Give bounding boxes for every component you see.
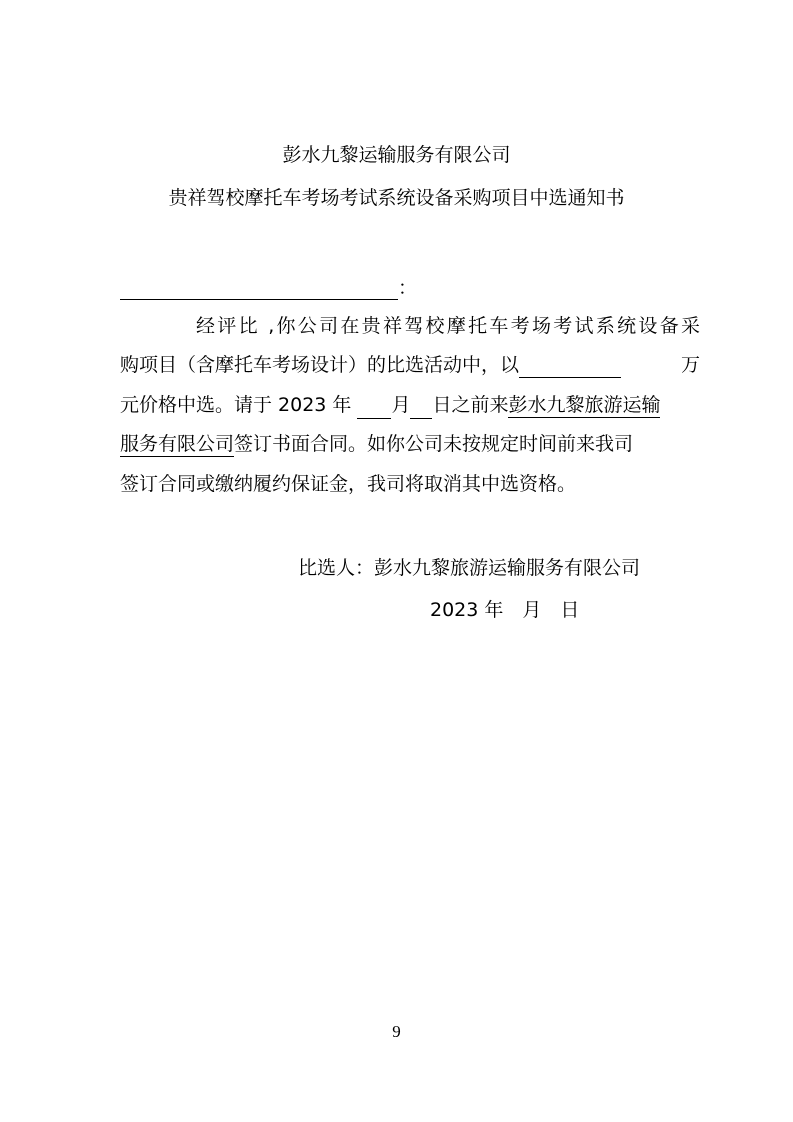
body-line-4-text: 签订书面合同。如你公司未按规定时间前来我司 (234, 433, 634, 455)
body-line-1: 经评比 ,你公司在贵祥驾校摩托车考场考试系统设备采 (196, 315, 700, 337)
company-name-part1: 彭水九黎旅游运输 (508, 394, 661, 416)
company-title: 彭水九黎运输服务有限公司 (282, 144, 511, 166)
unit-wan: 万 (680, 354, 700, 376)
addressee-blank (120, 277, 398, 300)
month-text: 月 (391, 394, 411, 416)
body-line-4 (120, 431, 700, 457)
addressee-colon: ： (398, 277, 418, 299)
page-number: 9 (392, 1022, 401, 1041)
signer-line: 比选人：彭水九黎旅游运输服务有限公司 (298, 557, 641, 579)
price-blank (519, 357, 621, 378)
body-line-5: 签订合同或缴纳履约保证金，我司将取消其中选资格。 (120, 473, 577, 495)
body-line-3 (120, 392, 700, 419)
signature-date: 2023 年 月 日 (430, 599, 580, 621)
day-blank (410, 398, 432, 419)
month-blank (357, 398, 391, 419)
year-text: 元价格中选。请于 2023 年 (120, 394, 352, 416)
company-name-part2: 服务有限公司 (120, 433, 235, 455)
body-line-2-text: 购项目（含摩托车考场设计）的比选活动中，以 (120, 354, 520, 376)
day-text: 日之前来 (432, 394, 509, 416)
addressee-line (120, 273, 417, 300)
body-line-2 (120, 352, 700, 378)
notice-title: 贵祥驾校摩托车考场考试系统设备采购项目中选通知书 (168, 187, 625, 209)
